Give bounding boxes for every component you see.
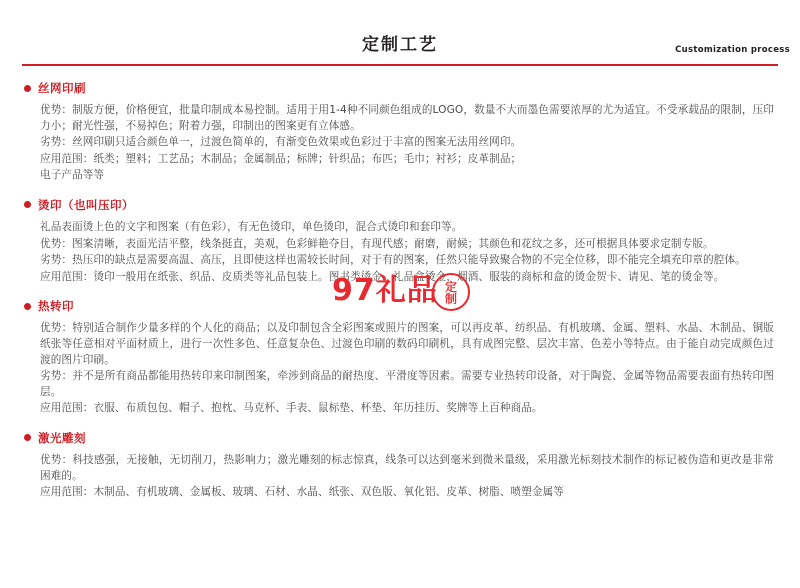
section-body (0, 453, 800, 501)
section-title: 热转印 (38, 299, 74, 314)
section-body (0, 321, 800, 417)
paragraph: 优势：制版方便，价格便宜，批量印制成本易控制。适用于用1-4种不同颜色组成的LOGO，数量不大而墨色需要浓厚的尤为适宜。不受承载品的限制，压印力小；耐光性强，不易掉色；附着力强，印制出的图案更有立体感。 (40, 104, 774, 132)
section-heat-transfer (0, 298, 800, 417)
sections-container (0, 66, 800, 501)
section-body (0, 103, 800, 184)
page-header (0, 0, 800, 66)
section-title: 烫印（也叫压印） (38, 197, 134, 212)
section-silkscreen (0, 80, 800, 184)
section-heading (0, 430, 800, 446)
paragraph: 劣势：并不是所有商品都能用热转印来印制图案，牵涉到商品的耐热度、平滑度等因素。需要专业热转印设备，对于陶瓷、金属等物品需要表面有热转印图层。 (40, 370, 774, 398)
watermark-text: 97礼品 (332, 273, 438, 308)
watermark-badge-line1: 定 (444, 280, 457, 294)
page-title: 定制工艺 (362, 35, 438, 55)
section-heading (0, 80, 800, 96)
paragraph: 礼品表面烫上色的文字和图案（有色彩），有无色烫印，单色烫印，混合式烫印和套印等。 (40, 220, 463, 233)
bullet-icon (24, 201, 31, 208)
section-laser-engraving (0, 430, 800, 501)
section-title: 丝网印刷 (38, 81, 86, 95)
paragraph: 应用范围：木制品、有机玻璃、金属板、玻璃、石材、水晶、纸张、双色版、氧化铝、皮革、树脂、喷塑金属等 (40, 486, 564, 499)
header-divider (22, 64, 778, 66)
paragraph: 劣势：热压印的缺点是需要高温、高压，且即使这样也需较长时间，对于有的图案，任然只能导致聚合物的不完全位移，即不能完全填充印章的腔体。 (40, 254, 746, 267)
paragraph: 劣势：丝网印刷只适合颜色单一，过渡色简单的，有渐变色效果或色彩过于丰富的图案无法用丝网印。 (40, 136, 522, 149)
paragraph: 优势：特别适合制作少量多样的个人化的商品；以及印制包含全彩图案或照片的图案，可以再皮革、纺织品、有机玻璃、金属、塑料、水晶、木制品、铜版纸张等任意相对平面材质上，进行一次性多色、任意复杂色、过渡色印刷的数码印刷机，具有成图完整、层次丰富、色差小等特点。由于能自动完成颜色过渡的图片印刷。 (40, 322, 774, 366)
section-title: 激光雕刻 (38, 430, 86, 445)
bullet-icon (24, 303, 31, 310)
paragraph: 优势：科技感强，无接触，无切削刀，热影响力；激光雕刻的标志惊真，线条可以达到毫米到微米量级，采用激光标刻技术制作的标记被伪造和更改是非常困难的。 (40, 453, 774, 482)
paragraph: 优势：图案清晰，表面光洁平整，线条挺直，美观，色彩鲜艳夺目，有现代感；耐磨，耐候；其颜色和花纹之多，还可根据具体要求定制专版。 (40, 237, 714, 250)
paragraph: 电子产品等等 (40, 169, 105, 182)
section-hot-stamping (0, 197, 800, 285)
bullet-icon (24, 434, 31, 441)
paragraph: 应用范围：纸类；塑料；工艺品；木制品；金属制品；标牌；针织品；布匹；毛巾；衬衫；皮革制品； (40, 152, 522, 165)
page-subtitle: Customization process (675, 45, 790, 55)
paragraph: 应用范围：烫印一般用在纸张、织品、皮质类等礼品包装上。图书类烫金，礼品盒烫金，烟酒、服装的商标和盒的烫金贺卡、请见、笔的烫金等。 (40, 270, 725, 283)
bullet-icon (24, 85, 31, 92)
section-body (0, 220, 800, 285)
section-heading (0, 298, 800, 314)
section-heading (0, 197, 800, 213)
watermark-badge-line2: 制 (444, 292, 457, 306)
paragraph: 应用范围：衣服、布质包包、帽子、抱枕、马克杯、手表、鼠标垫、杯垫、年历挂历、奖牌等上百种商品。 (40, 402, 543, 415)
